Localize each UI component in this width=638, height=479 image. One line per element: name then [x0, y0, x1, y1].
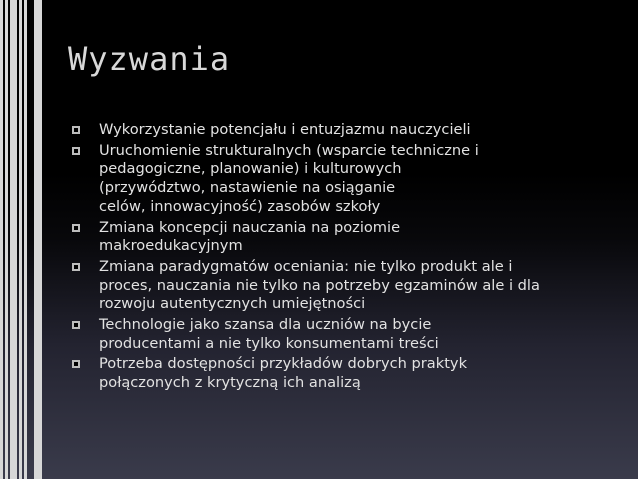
- decorative-bar: [34, 0, 42, 479]
- bullet-text: Uruchomienie strukturalnych (wsparcie techniczne i pedagogiczne, planowanie) i kulturowych (przywództwo, nastawienie na osiąganie celów, innowacyjność) zasobów szkoły: [99, 141, 479, 215]
- slide-title: Wyzwania: [68, 40, 231, 78]
- decorative-bar: [5, 0, 8, 479]
- square-bullet-icon: [72, 360, 80, 368]
- square-bullet-icon: [72, 321, 80, 329]
- square-bullet-icon: [72, 224, 80, 232]
- bullet-item: [72, 258, 618, 314]
- bullet-item: [72, 121, 618, 140]
- decorative-bar: [19, 0, 22, 479]
- bullet-text: Wykorzystanie potencjału i entuzjazmu nauczycieli: [99, 121, 471, 138]
- decorative-bar: [0, 0, 3, 479]
- bullet-text: Technologie jako szansa dla uczniów na bycie producentami a nie tylko konsumentami treści: [99, 316, 439, 352]
- decorative-bar: [24, 0, 27, 479]
- square-bullet-icon: [72, 147, 80, 155]
- bullet-list: [72, 121, 618, 395]
- square-bullet-icon: [72, 263, 80, 271]
- decorative-side-bars: [0, 0, 50, 479]
- bullet-text: Zmiana koncepcji nauczania na poziomie makroedukacyjnym: [99, 218, 401, 255]
- bullet-item: [72, 355, 618, 392]
- square-bullet-icon: [72, 126, 80, 134]
- bullet-item: [72, 142, 618, 217]
- bullet-item: [72, 316, 618, 353]
- bullet-text: Potrzeba dostępności przykładów dobrych praktyk połączonych z krytyczną ich analizą: [99, 355, 468, 392]
- decorative-bar: [10, 0, 17, 479]
- bullet-item: [72, 219, 618, 256]
- bullet-text: Zmiana paradygmatów oceniania: nie tylko produkt ale i proces, nauczania nie tylko na potrzeby egzaminów ale i dla rozwoju autentycznych umiejętności: [99, 257, 540, 313]
